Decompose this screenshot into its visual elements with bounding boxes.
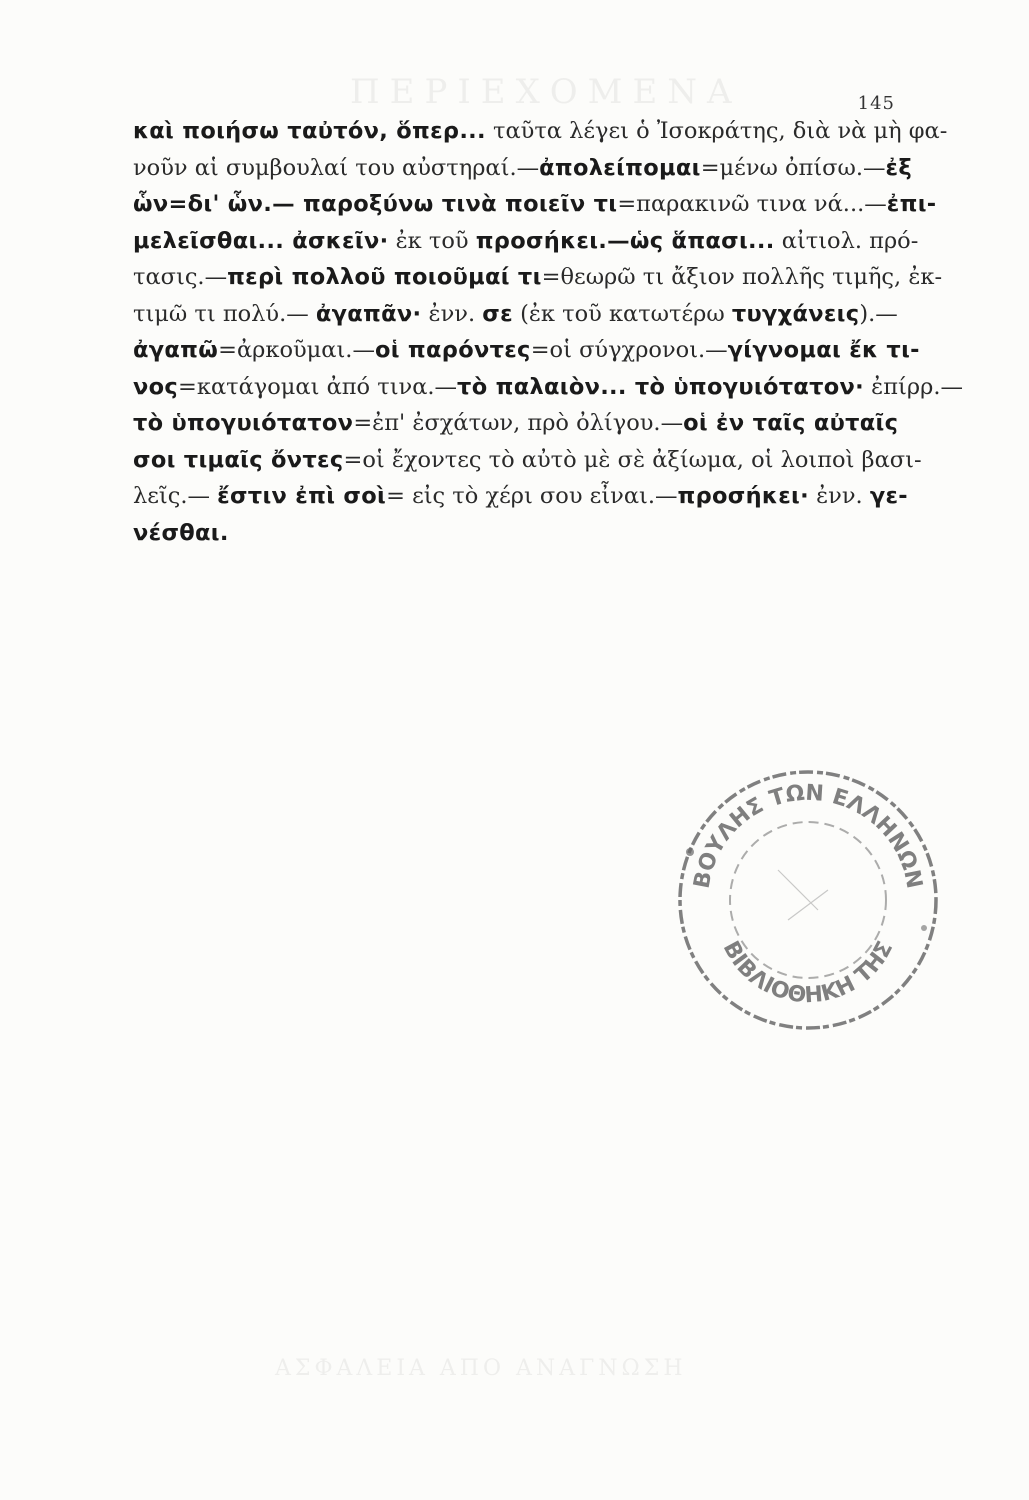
gloss-text: λεῖς.— [133, 483, 218, 509]
text-line [133, 259, 943, 296]
gloss-text: =οἱ σύγχρονοι.— [530, 337, 728, 363]
lemma-term: καὶ ποιήσω ταὐτόν, ὅπερ... [133, 118, 486, 144]
lemma-term: ἐπι- [886, 191, 937, 217]
lemma-term: προσήκει· [677, 483, 809, 509]
gloss-text: =ἐπ' ἐσχάτων, πρὸ ὀλίγου.— [353, 410, 684, 436]
lemma-term: ἔστιν ἐπὶ σοὶ [217, 483, 387, 509]
gloss-text: ).— [859, 300, 898, 327]
stamp-text-top: ΒΟΥΛΗΣ ΤΩΝ ΕΛΛΗΝΩΝ [689, 780, 927, 891]
lemma-term: προσήκει.—ὡς ἅπασι... [475, 227, 775, 254]
lemma-term: τυγχάνεις [731, 300, 860, 327]
gloss-text: αἰτιολ. πρό- [774, 227, 919, 254]
library-stamp [668, 760, 948, 1040]
gloss-text: τασις.— [133, 264, 228, 290]
lemma-term: τὸ ὑπογυιότατον [133, 410, 354, 436]
text-line [133, 405, 899, 442]
text-line [133, 150, 912, 187]
lemma-term: νέσθαι. [133, 519, 229, 546]
gloss-text: ἐνν. [808, 483, 870, 509]
lemma-term: περὶ πολλοῦ ποιοῦμαί τι [227, 264, 542, 290]
stamp-text-bottom: ΒΙΒΛΙΟΘΗΚΗ ΤΗΣ [717, 937, 899, 1009]
gloss-text: ταῦτα λέγει ὁ Ἰσοκράτης, διὰ νὰ μὴ φα- [485, 118, 948, 144]
lemma-term: ὧν=δι' ὧν.— παροξύνω τινὰ ποιεῖν τι [133, 191, 618, 217]
lemma-term: τὸ παλαιὸν... τὸ ὑπογυιότατον· [457, 373, 865, 400]
lemma-term: γε- [869, 483, 908, 509]
bleed-through-footer: ΑΣΦΑΛΕΙΑ ΑΠΟ ΑΝΑΓΝΩΣΗ [275, 1356, 687, 1381]
lemma-term: ἀγαπῶ [133, 337, 219, 363]
lemma-term: ἐξ [885, 154, 912, 181]
text-line [133, 369, 963, 406]
gloss-text: =οἱ ἔχοντες τὸ αὐτὸ μὲ σὲ ἀξίωμα, οἱ λοιποὶ βασι- [343, 446, 922, 473]
lemma-term: σε [482, 300, 513, 327]
text-line [133, 515, 895, 552]
gloss-text: ἐπίρρ.— [864, 373, 963, 400]
page-number: 145 [857, 93, 895, 114]
text-line [133, 478, 908, 515]
text-line [133, 113, 948, 150]
lemma-term: ἀγαπᾶν· [315, 300, 422, 327]
lemma-term: ἀπολείπομαι [539, 154, 701, 181]
gloss-text: τιμῶ τι πολύ.— [133, 300, 316, 327]
gloss-text: = εἰς τὸ χέρι σου εἶναι.— [386, 483, 678, 509]
lemma-term: οἱ παρόντες [374, 337, 531, 363]
text-line [133, 332, 920, 369]
text-line [133, 442, 922, 479]
lemma-term: οἱ ἐν ταῖς αὐταῖς [683, 410, 899, 436]
lemma-term: μελεῖσθαι... ἀσκεῖν· [133, 227, 389, 254]
gloss-text: =θεωρῶ τι ἄξιον πολλῆς τιμῆς, ἐκ- [541, 264, 943, 290]
commentary-text [133, 113, 963, 551]
lemma-term: νος [133, 373, 179, 400]
lemma-term: γίγνομαι ἔκ τι- [727, 337, 920, 363]
gloss-text: ἐνν. [421, 300, 483, 327]
text-line [133, 223, 919, 260]
gloss-text: =ἀρκοῦμαι.— [218, 337, 375, 363]
gloss-text: νοῦν αἱ συμβουλαί του αὐστηραί.— [133, 154, 540, 181]
text-line [133, 296, 898, 333]
lemma-term: σοι τιμαῖς ὄντες [133, 446, 344, 473]
gloss-text: =κατάγομαι ἀπό τινα.— [178, 373, 458, 400]
gloss-text: =παρακινῶ τινα νά...— [617, 191, 887, 217]
gloss-text: ἐκ τοῦ [388, 227, 476, 254]
text-line [133, 186, 937, 223]
gloss-text: =μένω ὀπίσω.— [700, 154, 886, 181]
gloss-text: (ἐκ τοῦ κατωτέρω [512, 300, 732, 327]
bleed-through-heading: ΠΕΡΙΕΧΟΜΕΝΑ [350, 72, 742, 112]
